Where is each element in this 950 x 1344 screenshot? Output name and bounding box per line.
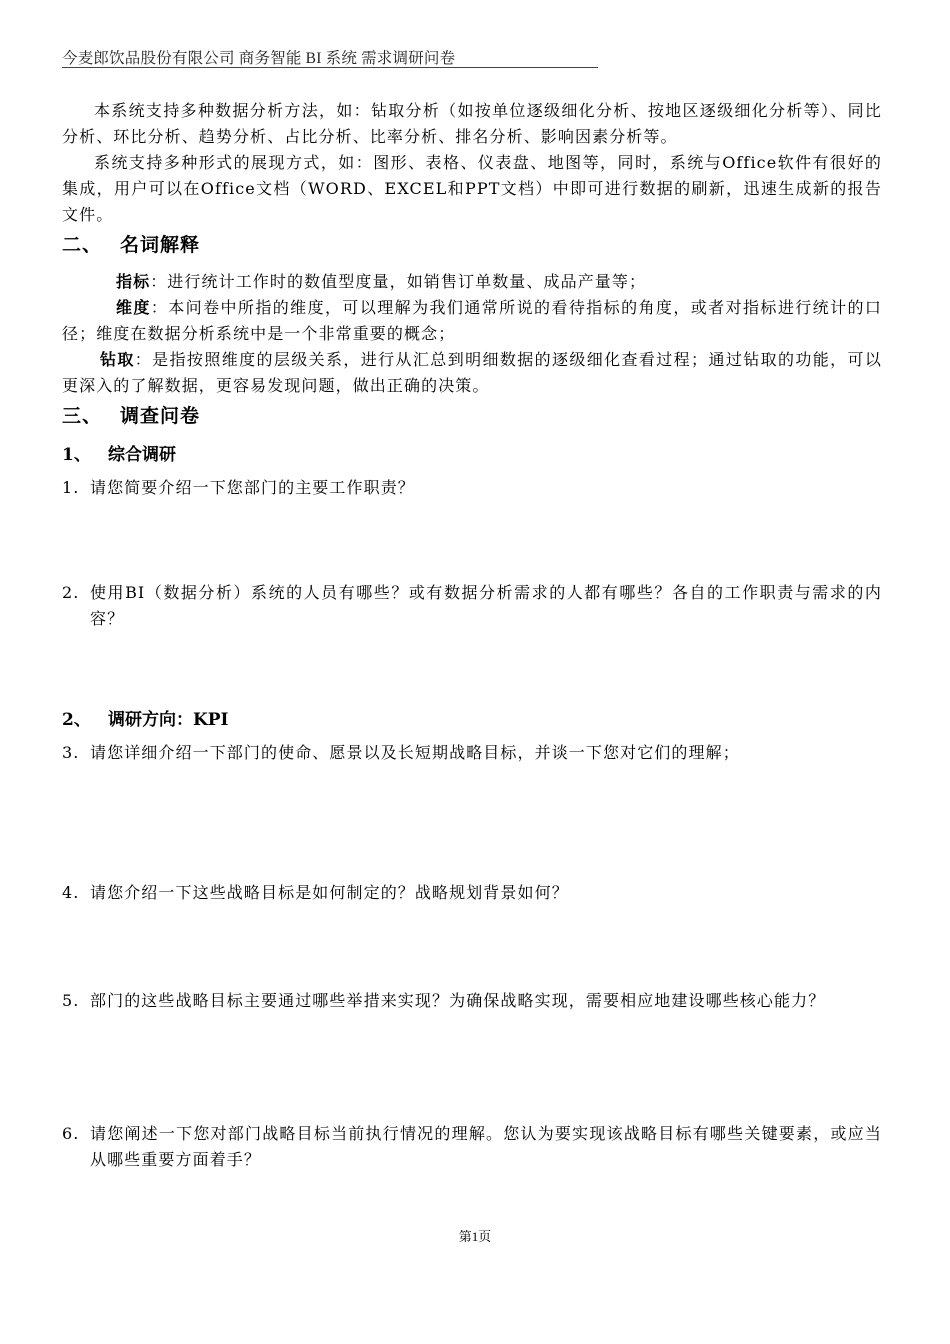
question-text: 部门的这些战略目标主要通过哪些举措来实现？为确保战略实现，需要相应地建设哪些核心能力？ [90,991,826,1010]
section-heading-2 [62,230,200,257]
question-text: 请您详细介绍一下部门的使命、愿景以及长短期战略目标，并谈一下您对它们的理解； [90,743,740,762]
question-item [62,475,882,501]
question-number: 4. [62,883,80,902]
question-number: 2. [62,583,80,602]
question-text: 请您简要介绍一下您部门的主要工作职责？ [90,478,415,497]
term-name: 维度 [116,298,151,317]
subsection-number: 2、 [62,710,91,730]
question-number: 5. [62,991,80,1010]
section-title: 调查问卷 [120,405,201,427]
header-divider [62,67,598,68]
question-text: 使用BI（数据分析）系统的人员有哪些？或有数据分析需求的人都有哪些？各自的工作职责与需求的内容？ [90,583,882,628]
subsection-title: 综合调研 [108,445,176,465]
page-number: 第1页 [458,1229,492,1244]
question-item [62,740,882,766]
intro-paragraph-1: 本系统支持多种数据分析方法，如：钻取分析（如按单位逐级细化分析、按地区逐级细化分析等）、同比分析、环比分析、趋势分析、占比分析、比率分析、排名分析、影响因素分析等。 [62,101,882,146]
intro-paragraph-2: 系统支持多种形式的展现方式，如：图形、表格、仪表盘、地图等，同时，系统与Office软件有很好的集成，用户可以在Office文档（WORD、EXCEL和PPT文档）中即可进行数据的刷新，迅速生成新的报告文件。 [62,153,882,224]
question-item [62,988,882,1014]
section-number: 三、 [62,405,103,427]
question-number: 1. [62,478,80,497]
question-text: 请您阐述一下您对部门战略目标当前执行情况的理解。您认为要实现该战略目标有哪些关键要素，或应当从哪些重要方面着手？ [90,1124,882,1169]
question-item [62,880,882,906]
question-item [62,580,882,632]
section-number: 二、 [62,234,103,256]
term-definition-metric [62,269,882,295]
term-text: ：进行统计工作时的数值型度量，如销售订单数量、成品产量等； [150,272,647,291]
question-text: 请您介绍一下这些战略目标是如何制定的？战略规划背景如何？ [90,883,569,902]
question-number: 6. [62,1124,80,1143]
section-heading-3 [62,401,200,428]
section-title: 名词解释 [120,234,201,256]
question-number: 3. [62,743,80,762]
term-text: ：本问卷中所指的维度，可以理解为我们通常所说的看待指标的角度，或者对指标进行统计的口径；维度在数据分析系统中是一个非常重要的概念； [62,298,883,343]
term-text: ：是指按照维度的层级关系，进行从汇总到明细数据的逐级细化查看过程；通过钻取的功能，可以更深入的了解数据，更容易发现问题，做出正确的决策。 [62,350,882,395]
subsection-heading-1 [62,440,176,465]
subsection-number: 1、 [62,445,91,465]
term-definition-drilldown [62,347,882,399]
term-definition-dimension [62,295,882,347]
term-name: 指标 [116,272,151,291]
page-header-title: 今麦郎饮品股份有限公司 商务智能 BI 系统 需求调研问卷 [62,50,456,67]
subsection-title: 调研方向：KPI [108,710,229,730]
term-name: 钻取 [100,350,135,369]
question-item [62,1121,882,1173]
subsection-heading-2 [62,705,229,730]
